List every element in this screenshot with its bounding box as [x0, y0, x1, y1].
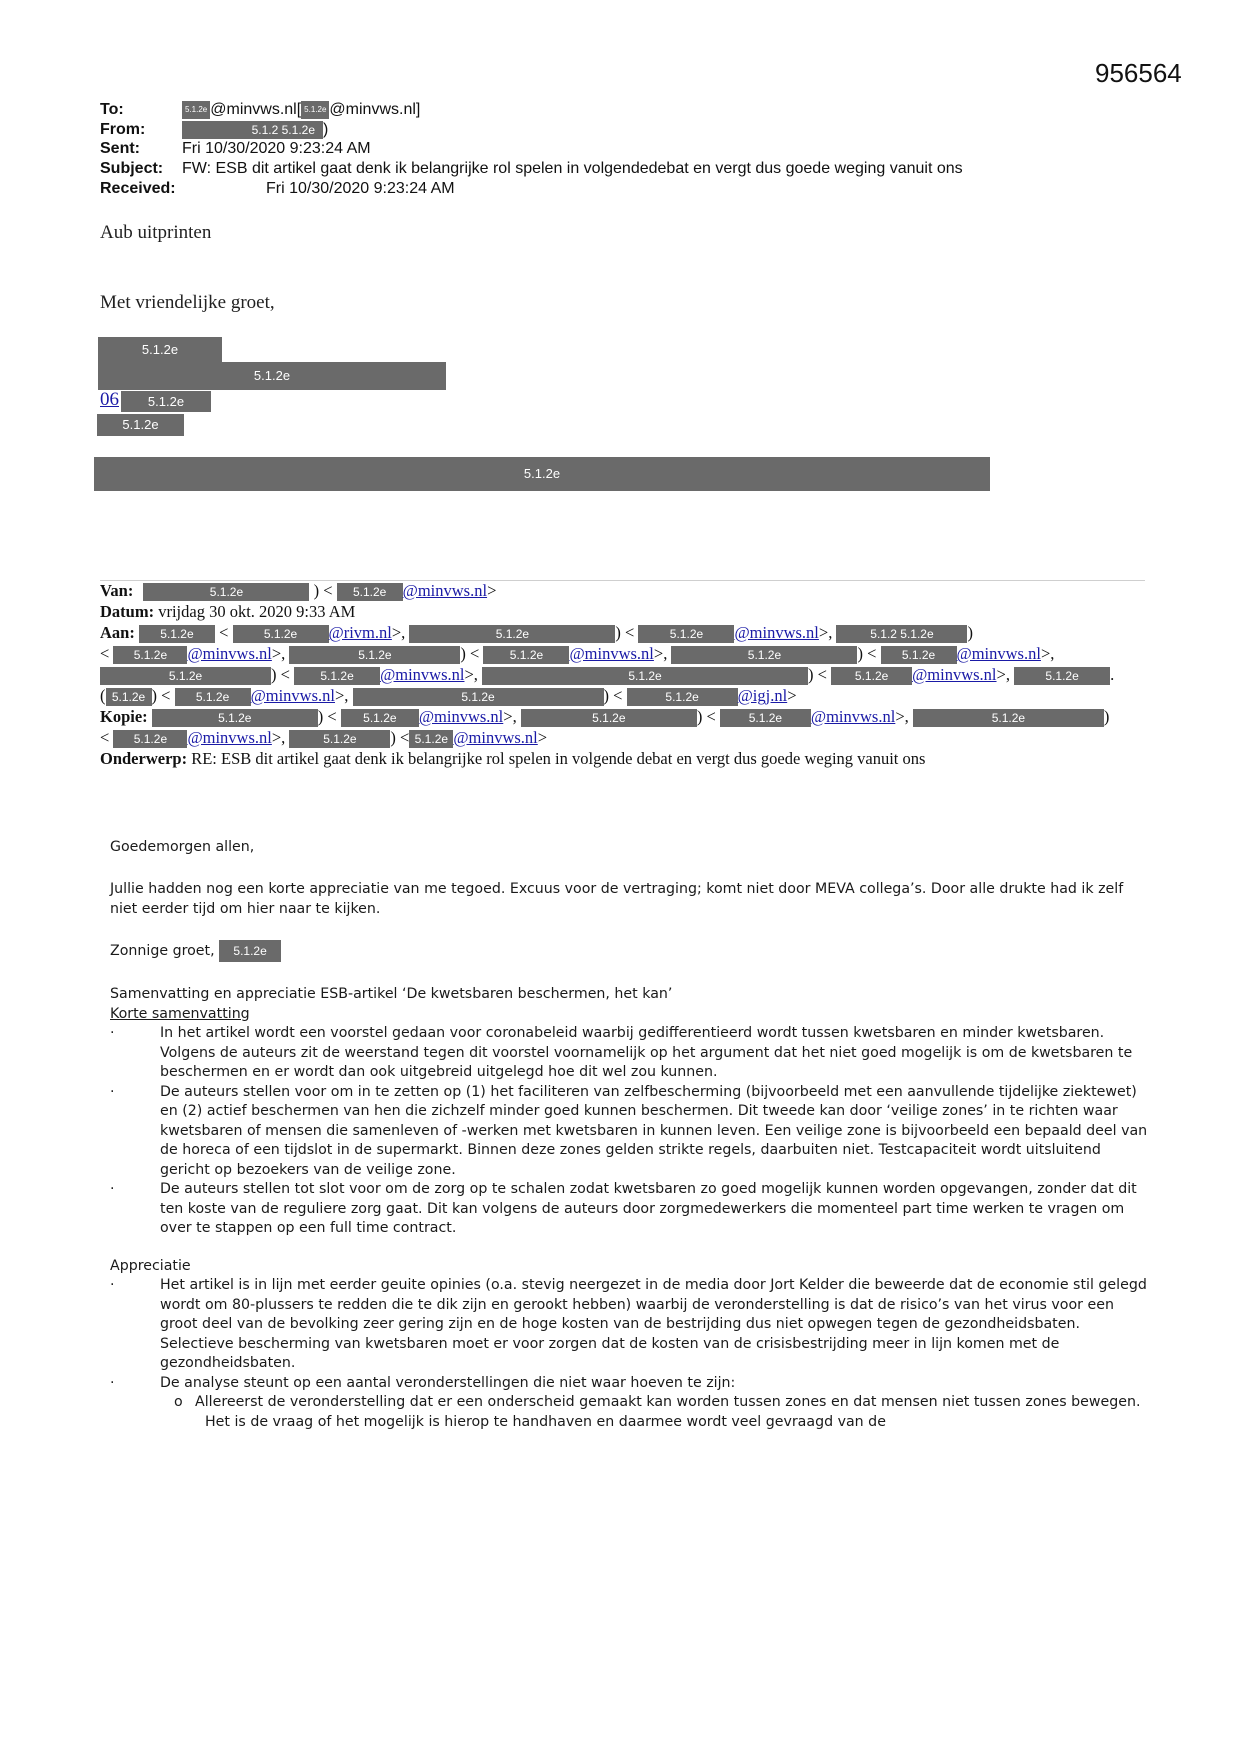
email-link[interactable]: @minvws.nl	[402, 581, 488, 600]
header-subject	[100, 159, 963, 179]
header-sent	[100, 139, 371, 159]
redaction: 5.1.2e	[143, 583, 309, 601]
redaction: 5.1.2e	[113, 730, 187, 748]
aan-label: Aan:	[100, 623, 135, 642]
fwd-cc-line-1: Kopie: 5.1.2e ) < 5.1.2e @minvws.nl>, 5.1.2e ) < 5.1.2e @minvws.nl>, 5.1.2e )	[100, 707, 1110, 726]
redaction: 5.1.2e	[337, 583, 403, 601]
summary-title: Samenvatting en appreciatie ESB-artikel ‘De kwetsbaren beschermen, het kan’	[110, 986, 673, 1002]
redaction: 5.1.2e	[219, 940, 281, 962]
list-item-text: In het artikel wordt een voorstel gedaan voor coronabeleid waarbij gedifferentieerd wordt tussen kwetsbaren en minder kwetsbaren. Volgens de auteurs zit de weerstand tegen dit voorstel voornamelijk op het argument dat het niet goed mogelijk is om de kwetsbaren te beschermen en er wordt dan ook uitgebreid uitgelegd hoe dit wel zou kunnen.	[160, 1025, 1133, 1080]
redaction: 5.1.2e	[175, 688, 251, 706]
email-link[interactable]: @minvws.nl	[250, 686, 335, 705]
received-value: Fri 10/30/2020 9:23:24 AM	[266, 180, 455, 197]
email-link[interactable]: @minvws.nl	[810, 707, 896, 726]
redaction: 5.1.2e	[233, 625, 329, 643]
list-item-text: De analyse steunt op een aantal veronderstellingen die niet waar hoeven te zijn:	[160, 1374, 736, 1391]
email-link[interactable]: @minvws.nl	[380, 665, 465, 684]
redaction: 5.1.2e	[301, 101, 329, 119]
list-item	[110, 1374, 1150, 1394]
paragraph-text: Jullie hadden nog een korte appreciatie van me tegoed. Excuus voor de vertraging; komt niet door MEVA collega’s. Door alle drukte had ik zelf niet eerder tijd om hier naar te kijken.	[110, 881, 1124, 917]
redaction: 5.1.2e	[521, 709, 697, 727]
redaction: 5.1.2e	[289, 730, 390, 748]
fwd-to-line-2: < 5.1.2e @minvws.nl>, 5.1.2e ) < 5.1.2e @minvws.nl>, 5.1.2e ) < 5.1.2e @minvws.nl>,	[100, 644, 1055, 663]
redaction: 5.1.2e	[113, 646, 187, 664]
sent-value: Fri 10/30/2020 9:23:24 AM	[182, 140, 371, 157]
redaction: 5.1.2e	[627, 688, 738, 706]
appreciation-heading: Appreciatie	[110, 1257, 191, 1274]
header-received	[100, 179, 455, 199]
phone-prefix-link[interactable]: 06	[100, 389, 119, 410]
header-to	[100, 100, 420, 120]
salutation-text: Goedemorgen allen,	[110, 839, 255, 855]
greeting: Met vriendelijke groet,	[100, 292, 275, 313]
redaction: 5.1.2e	[409, 625, 615, 643]
from-close: )	[323, 121, 329, 138]
redaction: 5.1.2e	[294, 667, 380, 685]
fwd-to-line-1: Aan: 5.1.2e < 5.1.2e @rivm.nl>, 5.1.2e ) < 5.1.2e @minvws.nl>, 5.1.2 5.1.2e )	[100, 623, 973, 642]
fwd-to-line-3: 5.1.2e ) < 5.1.2e @minvws.nl>, 5.1.2e ) < 5.1.2e @minvws.nl>, 5.1.2e .	[100, 664, 1150, 685]
datum-value: vrijdag 30 okt. 2020 9:33 AM	[158, 602, 356, 621]
van-label: Van:	[100, 581, 134, 600]
to-label: To:	[100, 101, 124, 118]
document-number: 956564	[1095, 58, 1182, 88]
email-link[interactable]: @minvws.nl	[453, 728, 538, 747]
kopie-label: Kopie:	[100, 707, 148, 726]
redaction: 5.1.2e	[482, 667, 808, 685]
email-link[interactable]: @minvws.nl	[912, 665, 997, 684]
redaction: 5.1.2e	[106, 688, 152, 706]
redaction: 5.1.2e	[289, 646, 460, 664]
bullet-icon: ·	[110, 1374, 115, 1391]
redaction: 5.1.2e	[1014, 667, 1110, 685]
redaction: 5.1.2e	[831, 667, 912, 685]
closing	[110, 940, 1150, 962]
fwd-date	[100, 601, 1150, 622]
redaction: 5.1.2e	[182, 101, 210, 119]
summary-heading: Korte samenvatting	[110, 1005, 250, 1022]
list-item-text: De auteurs stellen tot slot voor om de zorg op te schalen zodat kwetsbaren zo goed mogelijk kunnen worden opgevangen, zonder dat dit ten koste van de reguliere zorg gaat. Dit kan volgens de auteurs door zorgmedewerkers die momenteel part time werken te vragen om over te stappen op een full time contract.	[160, 1181, 1137, 1236]
redaction-block: 5.1.2e	[98, 362, 446, 390]
redaction: 5.1.2e	[341, 709, 419, 727]
summary-section	[110, 985, 1150, 1432]
onderwerp-value: RE: ESB dit artikel gaat denk ik belangrijke rol spelen in volgende debat en vergt dus goede weging vanuit ons	[191, 749, 926, 768]
email-link[interactable]: @minvws.nl	[187, 644, 272, 663]
onderwerp-label: Onderwerp:	[100, 749, 188, 768]
bullet-icon: ·	[110, 1181, 115, 1197]
salutation	[110, 838, 1150, 858]
subject-value: FW: ESB dit artikel gaat denk ik belangrijke rol spelen in volgendedebat en vergt dus goede weging vanuit ons	[182, 160, 963, 177]
from-label: From:	[100, 121, 146, 138]
redaction: 5.1.2e	[152, 709, 318, 727]
sub-list-item	[110, 1393, 1150, 1432]
redaction: 5.1.2e	[913, 709, 1104, 727]
received-label: Received:	[100, 180, 176, 197]
email-link[interactable]: @minvws.nl	[956, 644, 1041, 663]
redaction: 5.1.2e	[483, 646, 569, 664]
list-item	[110, 1180, 1150, 1239]
email-link[interactable]: @minvws.nl	[569, 644, 654, 663]
bullet-icon: ·	[110, 1277, 115, 1293]
to-email-domain: @minvws.nl[	[210, 101, 302, 118]
list-item	[110, 1024, 1150, 1083]
redaction-block: 5.1.2e	[121, 391, 211, 412]
fwd-cc-line-2: < 5.1.2e @minvws.nl>, 5.1.2e ) < 5.1.2e @minvws.nl>	[100, 728, 548, 747]
redaction: 5.1.2 5.1.2e	[836, 625, 967, 643]
redaction: 5.1.2e	[409, 730, 453, 748]
bullet-icon: ·	[110, 1025, 115, 1041]
email-link[interactable]: @minvws.nl	[734, 623, 819, 642]
bullet-icon: ·	[110, 1083, 115, 1100]
sub-bullet-icon: o	[174, 1394, 183, 1410]
email-link[interactable]: @igj.nl	[737, 686, 788, 705]
header-from	[100, 120, 328, 140]
fwd-to-line-4: ( 5.1.2e ) < 5.1.2e @minvws.nl>, 5.1.2e ) < 5.1.2e @igj.nl>	[100, 686, 797, 705]
redaction: 5.1.2e	[720, 709, 811, 727]
closing-text: Zonnige groet,	[110, 943, 215, 959]
redaction: 5.1.2e	[881, 646, 957, 664]
redaction: 5.1.2e	[353, 688, 604, 706]
fwd-subject	[100, 748, 1150, 769]
subject-label: Subject:	[100, 160, 164, 177]
redaction-block: 5.1.2e	[98, 337, 222, 362]
to-email-domain-2: @minvws.nl]	[329, 101, 421, 118]
redaction: 5.1.2e	[638, 625, 734, 643]
email-link[interactable]: @rivm.nl	[328, 623, 392, 642]
redaction: 5.1.2 5.1.2e	[182, 121, 323, 139]
sub-list-item-text: Allereerst de veronderstelling dat er een onderscheid gemaakt kan worden tussen zones en dat mensen niet tussen zones bewegen. Het is de vraag of het mogelijk is hierop te handhaven en daarmee wordt veel gevraagd van de	[195, 1394, 1141, 1430]
redaction-block-large: 5.1.2e	[94, 457, 990, 491]
redaction: 5.1.2e	[139, 625, 215, 643]
fwd-from: Van: 5.1.2e ) < 5.1.2e @minvws.nl>	[100, 581, 497, 600]
datum-label: Datum:	[100, 602, 155, 621]
redaction: 5.1.2e	[100, 667, 271, 685]
email-link[interactable]: @minvws.nl	[418, 707, 504, 726]
list-item	[110, 1083, 1150, 1181]
list-item-text: De auteurs stellen voor om in te zetten op (1) het faciliteren van zelfbescherming (bijvoorbeeld met een aanvullende tijdelijke ziektewet) en (2) actief beschermen van hen die zichzelf minder goed kunnen beschermen. Dit tweede kan door ‘veilige zones’ in te richten waar kwetsbaren of mensen die samenleven of -werken met kwetsbaren in kunnen leven. Een veilige zone is bijvoorbeeld een bepaald deel van de horeca of een tijdslot in de supermarkt. Binnen deze zones gelden strikte regels, daarbuiten niet. Testcapaciteit wordt uitsluitend gericht op bezoekers van de veilige zone.	[160, 1083, 1148, 1178]
redaction: 5.1.2e	[671, 646, 857, 664]
list-item-text: Het artikel is in lijn met eerder geuite opinies (o.a. stevig neergezet in de media door Jort Kelder die beweerde dat de economie stil gelegd wordt om 80-plussers te redden die te dik zijn en gerookt hebben) waarbij de veronderstelling is dat de risico’s van het virus voor een groot deel van de bevolking zeer gering zijn en de hoge kosten van de bestrijding dus niet opwegen tegen de gezondheidsbaten. Selectieve bescherming van kwetsbaren moet er voor zorgen dat de kosten van de crisisbestrijding meer in lijn komen met de gezondheidsbaten.	[160, 1277, 1147, 1371]
redaction-block: 5.1.2e	[97, 414, 184, 436]
print-request: Aub uitprinten	[100, 222, 212, 243]
email-link[interactable]: @minvws.nl	[187, 728, 272, 747]
sent-label: Sent:	[100, 140, 140, 157]
paragraph	[110, 880, 1150, 919]
list-item	[110, 1276, 1150, 1374]
